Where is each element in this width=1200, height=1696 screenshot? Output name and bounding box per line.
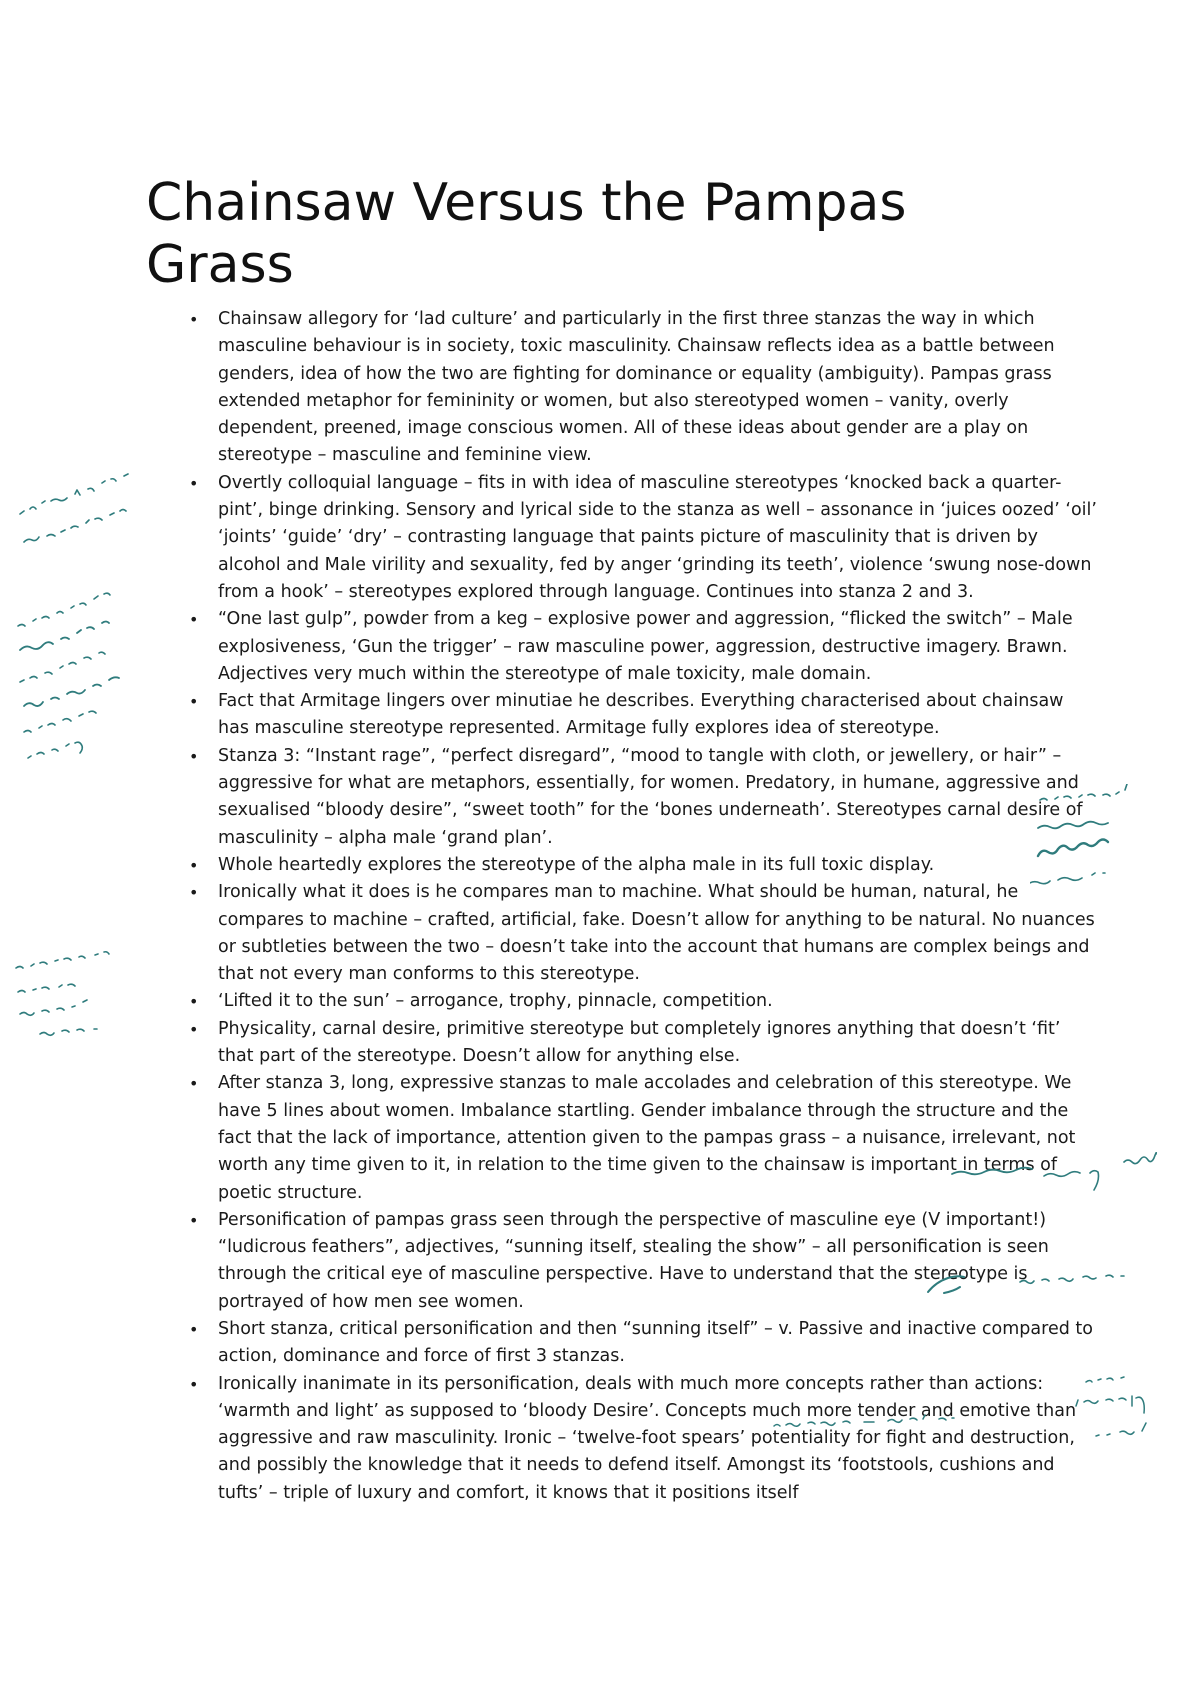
bullet-icon: • [189,310,199,329]
bullet-icon: • [189,1019,199,1039]
bullet-icon: • [189,992,199,1012]
list-item-text: After stanza 3, long, expressive stanzas to male accolades and celebration of this stereotype. We have 5 lines about women. Imbalance startling. Gender imbalance through the structure and the fact that the lack of importance, attention given to the pampas grass – a nuisance, irrelevant, not worth any time given to it, in relation to the time given to the chainsaw is important in terms of poetic structure. [218,1073,1076,1203]
list-item [189,852,1098,879]
handwritten-note-left-2 [12,556,192,778]
list-item [189,1316,1098,1371]
list-item [189,879,1098,988]
list-item [189,606,1098,688]
list-item [189,688,1098,743]
list-item [189,1070,1098,1206]
handwritten-note-left-3 [12,942,182,1038]
list-item-text: Stanza 3: “Instant rage”, “perfect disregard”, “mood to tangle with cloth, or jewellery, or hair” – aggressive for what are metaphors, essentially, for women. Predatory, in humane, aggressive and sexualised “bloody desire”, “sweet tooth” for the ‘bones underneath’. Stereotypes carnal desire of masculinity – alpha male ‘grand plan’. [218,745,1083,848]
handwritten-note-left-1 [14,456,194,556]
bullet-icon: • [189,746,199,766]
list-item [189,988,1098,1015]
list-item-text: Ironically inanimate in its personification, deals with much more concepts rather than actions: ‘warmth and light’ as supposed to ‘bloody Desire’. Concepts much more tender and emotive than aggressive and raw masculinity. Ironic – ‘twelve-foot spears’ potentiality for fight and destruction, and possibly the knowledge that it needs to defend itself. Amongst its ‘footstools, cushions and tufts’ – triple of luxury and comfort, it knows that it positions itself [218,1373,1077,1503]
document-title: Chainsaw Versus the Pampas Grass [146,173,907,295]
list-item [189,743,1098,852]
list-item-text: Short stanza, critical personification and then “sunning itself” – v. Passive and inactive compared to action, dominance and force of first 3 stanzas. [218,1318,1093,1367]
list-item-text: Ironically what it does is he compares man to machine. What should be human, natural, he compares to machine – crafted, artificial, fake. Doesn’t allow for anything to be natural. No nuances or subtleties between the two – doesn’t take into the account that humans are complex beings and that not every man conforms to this stereotype. [218,882,1095,985]
list-item-text: Fact that Armitage lingers over minutiae he describes. Everything characterised about chainsaw has masculine stereotype represented. Armitage fully explores idea of stereotype. [218,691,1064,739]
bullet-icon: • [189,692,199,712]
bullet-icon: • [189,473,199,493]
list-item [189,1371,1098,1507]
bullet-icon: • [189,1210,199,1230]
bullet-icon: • [189,1319,199,1339]
bullet-icon: • [189,1074,199,1094]
list-item [189,1207,1098,1316]
list-item-text: Physicality, carnal desire, primitive stereotype but completely ignores anything that doesn’t ‘fit’ that part of the stereotype. Doesn’t allow for anything else. [218,1018,1061,1067]
list-item [189,306,1098,470]
bullet-icon: • [189,883,199,903]
list-item [189,1016,1098,1071]
list-item-text: Overtly colloquial language – fits in with idea of masculine stereotypes ‘knocked back a quarter-pint’, binge drinking. Sensory and lyrical side to the stanza as well – assonance in ‘juices oozed’ ‘oil’ ‘joints’ ‘guide’ ‘dry’ – contrasting language that paints picture of masculinity that is driven by alcohol and Male virility and sexuality, fed by anger ‘grinding its teeth’, violence ‘swung nose-down from a hook’ – stereotypes explored through language. Continues into stanza 2 and 3. [218,472,1097,602]
notes-list [186,306,1098,1507]
list-item-text: Chainsaw allegory for ‘lad culture’ and particularly in the first three stanzas the way in which masculine behaviour is in society, toxic masculinity. Chainsaw reflects idea as a battle between genders, idea of how the two are fighting for dominance or equality (ambiguity). Pampas grass extended metaphor for femininity or women, but also stereotyped women – vanity, overly dependent, preened, image conscious women. All of these ideas about gender are a play on stereotype – masculine and feminine view. [218,309,1055,466]
list-item-text: ‘Lifted it to the sun’ – arrogance, trophy, pinnacle, competition. [218,991,773,1012]
list-item [189,470,1098,606]
bullet-icon: • [189,1374,199,1394]
list-item-text: “One last gulp”, powder from a keg – explosive power and aggression, “flicked the switch” – Male explosiveness, ‘Gun the trigger’ – raw masculine power, aggression, destructive imagery. Brawn. Adjectives very much within the stereotype of male toxicity, male domain. [218,609,1073,684]
list-item-text: Whole heartedly explores the stereotype of the alpha male in its full toxic display. [218,854,935,875]
list-item-text: Personification of pampas grass seen through the perspective of masculine eye (V important!) “ludicrous feathers”, adjectives, “sunning itself, stealing the show” – all personification is seen through the critical eye of masculine perspective. Have to understand that the stereotype is portrayed of how men see women. [218,1209,1049,1312]
bullet-icon: • [189,610,199,630]
bullet-icon: • [189,855,199,875]
